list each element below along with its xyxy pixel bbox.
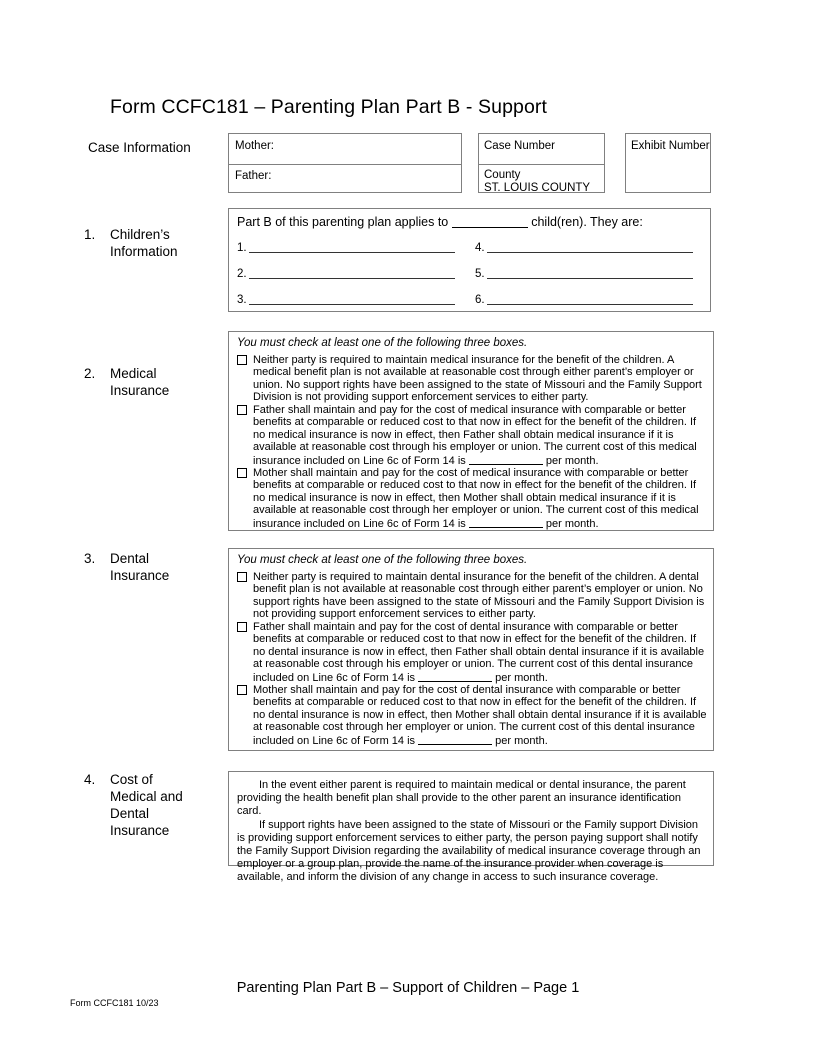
exhibit-number-label: Exhibit Number [631,140,710,152]
dental-option-2[interactable]: Father shall maintain and pay for the cost of dental insurance with comparable or better benefits at comparable or reduced cost to that now in effect for the benefit of the children. If no dental insurance is now in effect, then Father shall obtain dental insurance if it is available at reasonable cost through his employer or union. The current cost of this dental insurance included on Line 6c of Form 14 is per month. [237,621,707,684]
child-row: 5. [475,268,693,280]
dental-option-3[interactable]: Mother shall maintain and pay for the cost of dental insurance with comparable or better benefits at comparable or reduced cost to that now in effect for the benefit of the children. If no dental insurance is now in effect, then Mother shall obtain dental insurance if it is available at reasonable cost through her employer or union. The current cost of this dental insurance included on Line 6c of Form 14 is per month. [237,684,707,747]
parties-divider [229,164,461,165]
child-name-field-2[interactable] [249,268,455,279]
checkbox-icon[interactable] [237,355,247,365]
checkbox-icon[interactable] [237,622,247,632]
exhibit-number-box [625,133,711,193]
child-row: 2. [237,268,455,280]
cost-paragraphs [237,779,706,885]
section-4-label: 4. Cost of Medical and Dental Insurance [84,772,183,838]
cost-insurance-box [228,771,714,884]
case-number-divider [479,164,604,165]
medical-option-1[interactable]: Neither party is required to maintain medical insurance for the benefit of the children. A medical benefit plan is not available at reasonable cost through either parent’s employer or union. No support rights have been assigned to the state of Missouri and the Family Support Division is not providing support enforcement services to either party. [237,354,707,404]
footer-center-text: Parenting Plan Part B – Support of Children – Page 1 [236,980,580,996]
child-name-field-4[interactable] [487,242,693,253]
child-row: 1. [237,242,455,254]
cost-paragraph-1: In the event either parent is required to maintain medical or dental insurance, the parent providing the health benefit plan shall provide to the other parent an insurance identification card. [237,779,686,818]
medical-must-check-note: You must check at least one of the following three boxes. [237,337,528,349]
checkbox-icon[interactable] [237,405,247,415]
footer-form-id: Form CCFC181 10/23 [70,998,159,1008]
children-lead-text: Part B of this parenting plan applies to child(ren). They are: [237,215,643,229]
county-label: County [484,169,521,181]
medical-option-3[interactable]: Mother shall maintain and pay for the cost of medical insurance with comparable or better benefits at comparable or reduced cost to that now in effect for the benefit of the children. If no medical insurance is now in effect, then Mother shall obtain medical insurance if it is available at reasonable cost through her employer or union. The current cost of this medical insurance included on Line 6c of Form 14 is per month. [237,467,707,530]
child-name-field-3[interactable] [249,294,455,305]
child-row: 6. [475,294,693,306]
child-count-blank[interactable] [452,215,528,228]
mother-label: Mother: [235,140,274,152]
child-name-field-5[interactable] [487,268,693,279]
case-information-label: Case Information [88,140,191,155]
medical-mother-cost-field[interactable] [469,517,543,528]
page-title: Form CCFC181 – Parenting Plan Part B - Support [110,96,548,118]
dental-mother-cost-field[interactable] [418,734,492,745]
checkbox-icon[interactable] [237,572,247,582]
checkbox-icon[interactable] [237,685,247,695]
father-label: Father: [235,170,272,182]
medical-insurance-box [228,331,714,531]
child-row: 4. [475,242,693,254]
section-1-label: 1. Children’s Information [84,227,178,259]
child-name-field-1[interactable] [249,242,455,253]
county-value: ST. LOUIS COUNTY [484,182,591,194]
dental-option-1[interactable]: Neither party is required to maintain dental insurance for the benefit of the children. A dental benefit plan is not available at reasonable cost through either parent’s employer or union. No support rights have been assigned to the state of Missouri and the Family Support Division is not providing support enforcement services to either party. [237,571,707,621]
parties-box [228,133,462,193]
checkbox-icon[interactable] [237,468,247,478]
section-2-label: 2. Medical Insurance [84,366,170,398]
dental-father-cost-field[interactable] [418,671,492,682]
dental-insurance-box [228,548,714,751]
medical-option-2[interactable]: Father shall maintain and pay for the cost of medical insurance with comparable or better benefits at comparable or reduced cost to that now in effect for the benefit of the children. If no medical insurance is now in effect, then Father shall obtain medical insurance if it is available at reasonable cost through his employer or union. The current cost of this medical insurance included on Line 6c of Form 14 is per month. [237,404,707,467]
case-number-label: Case Number [484,140,555,152]
children-information-box [228,208,711,312]
medical-father-cost-field[interactable] [469,454,543,465]
case-number-box [478,133,605,193]
dental-must-check-note: You must check at least one of the following three boxes. [237,554,528,566]
child-row: 3. [237,294,455,306]
cost-paragraph-2: If support rights have been assigned to the state of Missouri or the Family support Division is providing support enforcement services to either party, the person paying support shall notify the Family Support Division regarding the availability of medical insurance coverage through an employer or a group plan, provide the name of the insurance provider when coverage is available, and inform the division of any change in access to such insurance coverage. [237,818,701,884]
child-name-field-6[interactable] [487,294,693,305]
section-3-label: 3. Dental Insurance [84,551,170,583]
